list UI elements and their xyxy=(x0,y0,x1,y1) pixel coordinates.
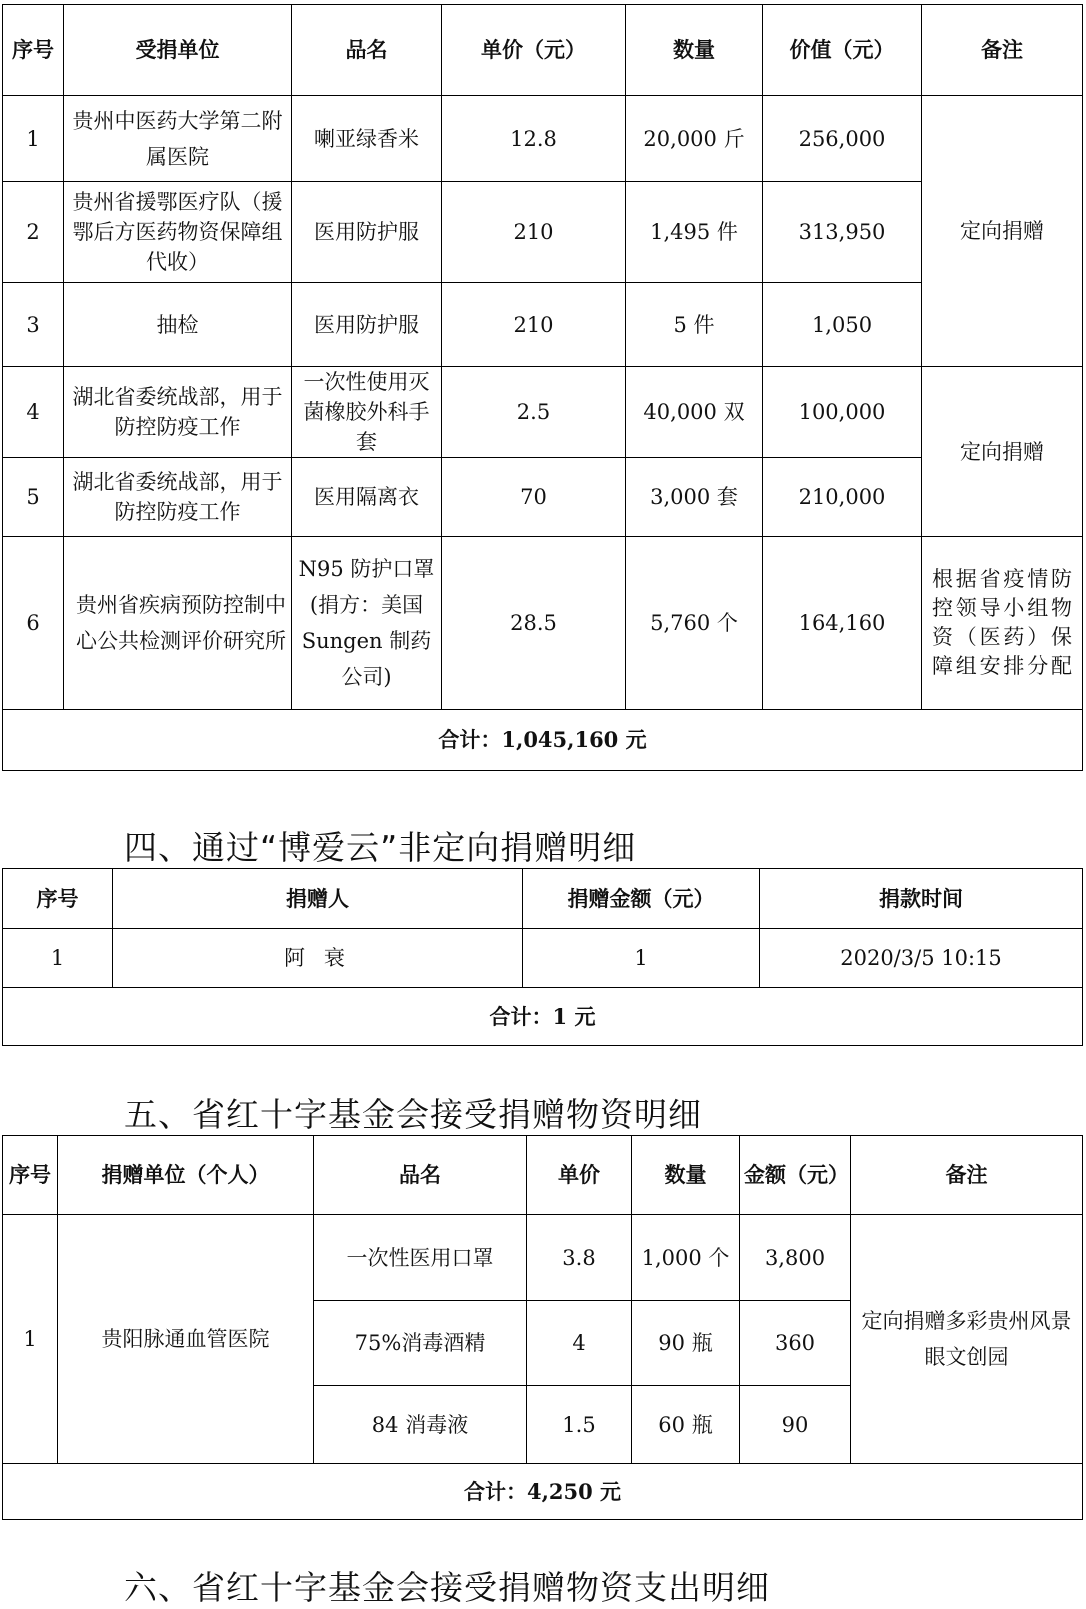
cell-item: 医用防护服 xyxy=(292,182,442,283)
table-total: 合计：1 元 xyxy=(3,988,1083,1046)
header-qty: 数量 xyxy=(632,1136,740,1215)
total-row xyxy=(3,1464,1083,1520)
table-row xyxy=(3,283,1083,367)
cell-donor: 阿 衰 xyxy=(113,929,523,988)
cell-item: 84 消毒液 xyxy=(314,1386,527,1464)
table-row xyxy=(3,1215,1083,1301)
cell-qty: 5 件 xyxy=(626,283,763,367)
cell-item: N95 防护口罩(捐方：美国 Sungen 制药公司) xyxy=(292,537,442,710)
table-total: 合计：1,045,160 元 xyxy=(3,710,1083,771)
cell-value: 256,000 xyxy=(763,96,922,182)
header-qty: 数量 xyxy=(626,5,763,96)
cell-qty: 60 瓶 xyxy=(632,1386,740,1464)
cell-value: 164,160 xyxy=(763,537,922,710)
header-remark: 备注 xyxy=(851,1136,1083,1215)
cell-value: 1,050 xyxy=(763,283,922,367)
cell-price: 12.8 xyxy=(442,96,626,182)
total-row xyxy=(3,988,1083,1046)
header-donor: 捐赠单位（个人） xyxy=(58,1136,314,1215)
cell-qty: 3,000 套 xyxy=(626,458,763,537)
cell-price: 210 xyxy=(442,283,626,367)
table-row xyxy=(3,96,1083,182)
cell-qty: 1,495 件 xyxy=(626,182,763,283)
cell-no: 1 xyxy=(3,1215,58,1464)
section-heading: 四、通过“博爱云”非定向捐赠明细 xyxy=(124,828,637,867)
header-remark: 备注 xyxy=(922,5,1083,96)
table-header-row xyxy=(3,5,1083,96)
header-price: 单价 xyxy=(527,1136,632,1215)
cell-price: 4 xyxy=(527,1301,632,1386)
cell-price: 1.5 xyxy=(527,1386,632,1464)
cell-unit: 抽检 xyxy=(64,283,292,367)
header-donor: 捐赠人 xyxy=(113,869,523,929)
table-row xyxy=(3,929,1083,988)
header-amount: 捐赠金额（元） xyxy=(523,869,760,929)
header-amount: 金额（元） xyxy=(740,1136,851,1215)
cell-price: 210 xyxy=(442,182,626,283)
header-item: 品名 xyxy=(314,1136,527,1215)
section-heading: 六、省红十字基金会接受捐赠物资支出明细 xyxy=(124,1568,770,1607)
cell-unit: 湖北省委统战部，用于防控防疫工作 xyxy=(64,458,292,537)
cell-qty: 90 瓶 xyxy=(632,1301,740,1386)
header-time: 捐款时间 xyxy=(760,869,1083,929)
header-price: 单价（元） xyxy=(442,5,626,96)
cell-value: 100,000 xyxy=(763,367,922,458)
cell-qty: 1,000 个 xyxy=(632,1215,740,1301)
cell-remark: 定向捐赠多彩贵州风景眼文创园 xyxy=(851,1215,1083,1464)
cell-no: 1 xyxy=(3,96,64,182)
cell-price: 3.8 xyxy=(527,1215,632,1301)
cell-item: 喇亚绿香米 xyxy=(292,96,442,182)
materials-donation-table xyxy=(2,1135,1083,1520)
cell-no: 4 xyxy=(3,367,64,458)
cell-time: 2020/3/5 10:15 xyxy=(760,929,1083,988)
cell-price: 28.5 xyxy=(442,537,626,710)
cell-value: 313,950 xyxy=(763,182,922,283)
cell-no: 5 xyxy=(3,458,64,537)
donation-distribution-table xyxy=(2,4,1083,771)
cell-item: 医用防护服 xyxy=(292,283,442,367)
cell-unit: 湖北省委统战部，用于防控防疫工作 xyxy=(64,367,292,458)
cell-unit: 贵州中医药大学第二附属医院 xyxy=(64,96,292,182)
header-no: 序号 xyxy=(3,1136,58,1215)
cell-amount: 3,800 xyxy=(740,1215,851,1301)
cell-value: 210,000 xyxy=(763,458,922,537)
header-value: 价值（元） xyxy=(763,5,922,96)
header-no: 序号 xyxy=(3,869,113,929)
cell-qty: 20,000 斤 xyxy=(626,96,763,182)
table-total: 合计：4,250 元 xyxy=(3,1464,1083,1520)
cell-donor: 贵阳脉通血管医院 xyxy=(58,1215,314,1464)
cell-amount: 1 xyxy=(523,929,760,988)
cell-qty: 5,760 个 xyxy=(626,537,763,710)
cell-price: 70 xyxy=(442,458,626,537)
cell-qty: 40,000 双 xyxy=(626,367,763,458)
table-header-row xyxy=(3,1136,1083,1215)
cell-remark: 根据省疫情防控领导小组物资（医药）保障组安排分配 xyxy=(922,537,1083,710)
cell-unit: 贵州省疾病预防控制中心公共检测评价研究所 xyxy=(64,537,292,710)
cell-item: 一次性医用口罩 xyxy=(314,1215,527,1301)
online-donation-table xyxy=(2,868,1083,1046)
cell-item: 医用隔离衣 xyxy=(292,458,442,537)
table-row xyxy=(3,367,1083,458)
section-heading: 五、省红十字基金会接受捐赠物资明细 xyxy=(124,1095,702,1134)
cell-no: 2 xyxy=(3,182,64,283)
cell-no: 1 xyxy=(3,929,113,988)
table-row xyxy=(3,458,1083,537)
header-item: 品名 xyxy=(292,5,442,96)
header-unit: 受捐单位 xyxy=(64,5,292,96)
cell-item: 一次性使用灭菌橡胶外科手套 xyxy=(292,367,442,458)
cell-amount: 360 xyxy=(740,1301,851,1386)
table-header-row xyxy=(3,869,1083,929)
header-no: 序号 xyxy=(3,5,64,96)
cell-remark: 定向捐赠 xyxy=(922,367,1083,537)
cell-no: 6 xyxy=(3,537,64,710)
table-row xyxy=(3,182,1083,283)
total-row xyxy=(3,710,1083,771)
table-row xyxy=(3,537,1083,710)
cell-amount: 90 xyxy=(740,1386,851,1464)
cell-item: 75%消毒酒精 xyxy=(314,1301,527,1386)
cell-price: 2.5 xyxy=(442,367,626,458)
cell-unit: 贵州省援鄂医疗队（援鄂后方医药物资保障组代收） xyxy=(64,182,292,283)
cell-no: 3 xyxy=(3,283,64,367)
cell-remark: 定向捐赠 xyxy=(922,96,1083,367)
